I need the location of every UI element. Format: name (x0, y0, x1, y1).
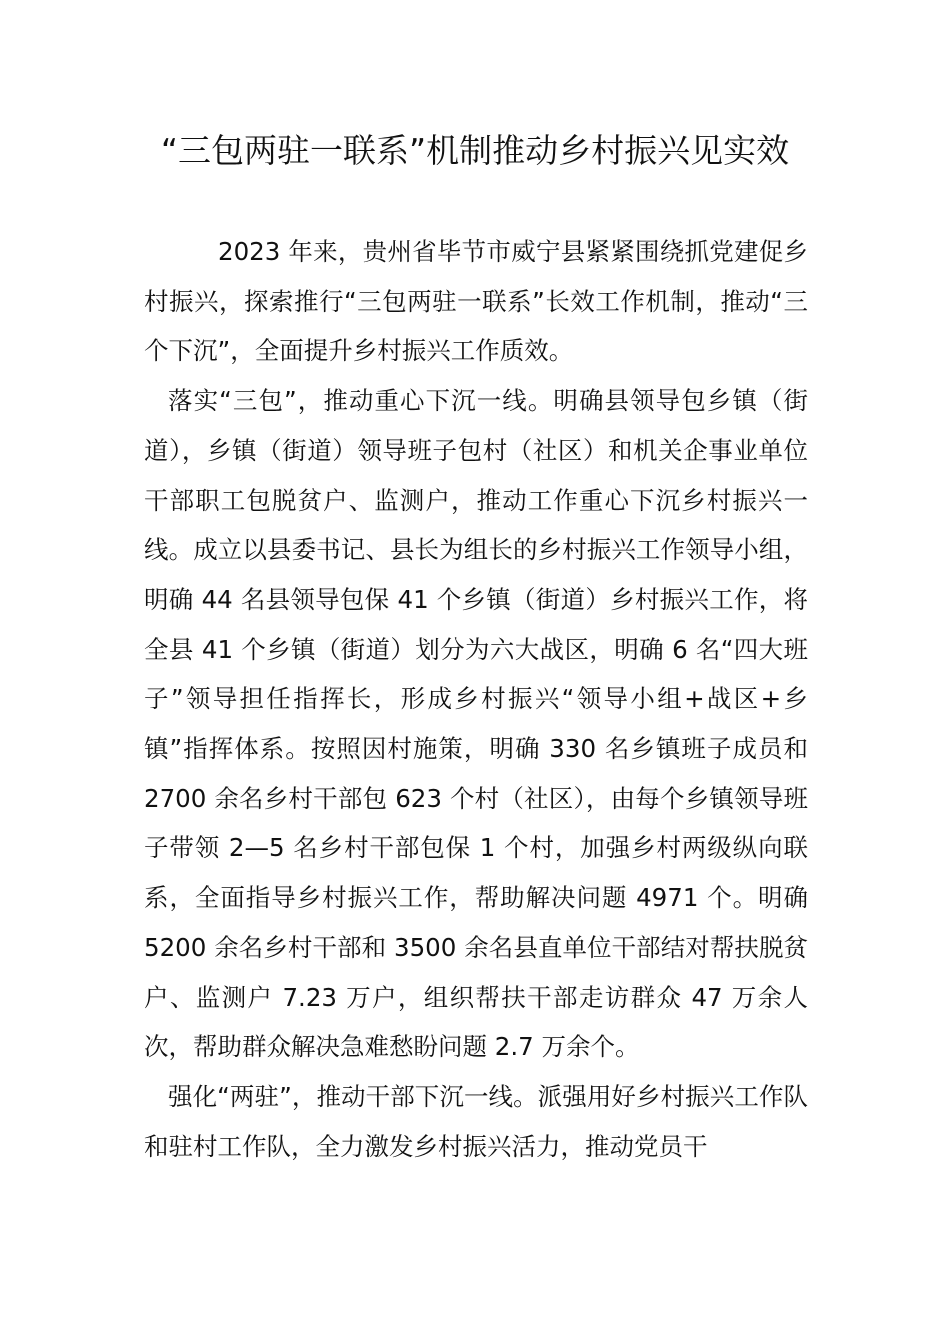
paragraph-intro: 2023 年来，贵州省毕节市威宁县紧紧围绕抓党建促乡村振兴，探索推行“三包两驻一联系”长效工作机制，推动“三个下沉”，全面提升乡村振兴工作质效。 (144, 237, 808, 366)
paragraph-three-packages: 落实“三包”，推动重心下沉一线。明确县领导包乡镇（街道），乡镇（街道）领导班子包村（社区）和机关企事业单位干部职工包脱贫户、监测户，推动工作重心下沉乡村振兴一线。成立以县委书记、县长为组长的乡村振兴工作领导小组，明确 44 名县领导包保 41 个乡镇（街道）乡村振兴工作，将全县 41 个乡镇（街道）划分为六大战区，明确 6 名“四大班子”领导担任指挥长，形成乡村振兴“领导小组+战区+乡镇”指挥体系。按照因村施策，明确 330 名乡镇班子成员和 2700 余名乡村干部包 623 个村（社区），由每个乡镇领导班子带领 2—5 名乡村干部包保 1 个村，加强乡村两级纵向联系，全面指导乡村振兴工作，帮助解决问题 4971 个。明确 5200 余名乡村干部和 3500 余名县直单位干部结对帮扶脱贫户、监测户 7.23 万户，组织帮扶干部走访群众 47 万余人次，帮助群众解决急难愁盼问题 2.7 万余个。 (144, 386, 808, 1062)
document-body (144, 227, 808, 1171)
document-title: “三包两驻一联系”机制推动乡村振兴见实效 (160, 131, 790, 170)
paragraph-two-stations: 强化“两驻”，推动干部下沉一线。派强用好乡村振兴工作队和驻村工作队，全力激发乡村振兴活力，推动党员干 (144, 1081, 808, 1161)
